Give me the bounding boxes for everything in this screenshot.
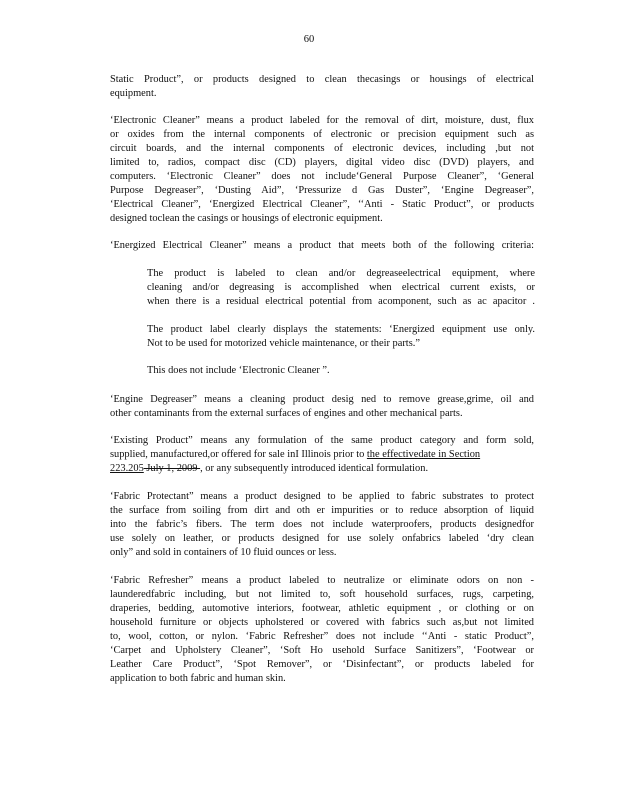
text-line: ‘Carpet and Upholstery Cleaner”, ‘Soft Ho usehold Surface Sanitizers”, ‘Footwear or — [110, 645, 534, 656]
inserted-text: 223.205 — [110, 463, 144, 474]
text-line — [110, 462, 428, 475]
text-line: The product label clearly displays the statements: ‘Energized equipment use only. — [147, 324, 535, 335]
text-line: cleaning and/or degreasing is accomplished when electrical current exists, or — [147, 282, 535, 293]
text-line: designed toclean the casings or housings of electronic equipment. — [110, 213, 383, 224]
text-line: ‘Fabric Refresher” means a product labeled to neutralize or eliminate odors on non - — [110, 575, 534, 586]
text-line — [110, 448, 480, 461]
page-number: 60 — [303, 34, 315, 45]
text-line: Leather Care Product”, ‘Spot Remover”, or ‘Disinfectant”, or products labeled for — [110, 659, 534, 670]
inserted-text: the effectivedate in Section — [366, 449, 481, 460]
deleted-text: July 1, 2009 — [143, 463, 201, 474]
text-line: when there is a residual electrical potential from acomponent, such as ac apacitor . — [147, 296, 535, 307]
text-line: Not to be used for motorized vehicle maintenance, or their parts.” — [147, 338, 420, 349]
text-line: ‘Electrical Cleaner”, ‘Energized Electrical Cleaner”, ‘‘Anti - Static Product”, or products — [110, 199, 534, 210]
text-line: launderedfabric including, but not limited to, soft household surfaces, rugs, carpeting, — [110, 589, 534, 600]
text-line: ‘Existing Product” means any formulation of the same product category and form sold, — [110, 435, 534, 446]
text-line: limited to, radios, compact disc (CD) players, digital video disc (DVD) players, and — [110, 157, 534, 168]
text-line: into the fabric’s fibers. The term does not include waterproofers, products designedfor — [110, 519, 534, 530]
text-run: , or any subsequently introduced identical formulation. — [200, 463, 429, 474]
text-line: The product is labeled to clean and/or degreaseelectrical equipment, where — [147, 268, 535, 279]
text-line: ‘Electronic Cleaner” means a product labeled for the removal of dirt, moisture, dust, flux — [110, 115, 534, 126]
text-line: Purpose Degreaser”, ‘Dusting Aid”, ‘Pressurize d Gas Duster”, ‘Engine Degreaser”, — [110, 185, 534, 196]
text-line: only” and sold in containers of 10 fluid ounces or less. — [110, 547, 337, 558]
text-run: supplied, manufactured,or offered for sale inI Illinois prior to — [110, 449, 367, 460]
text-line: ‘Engine Degreaser” means a cleaning product desig ned to remove grease,grime, oil and — [110, 394, 534, 405]
text-line: to, wool, cotton, or nylon. ‘Fabric Refresher” does not include ‘‘Anti - static Product”, — [110, 631, 534, 642]
text-line: ‘Fabric Protectant” means a product designed to be applied to fabric substrates to protect — [110, 491, 534, 502]
text-line: equipment. — [110, 88, 157, 99]
text-line: other contaminants from the external surfaces of engines and other mechanical parts. — [110, 408, 463, 419]
text-line: draperies, bedding, automotive interiors, footwear, athletic equipment , or clothing or on — [110, 603, 534, 614]
text-line: or oxides from the internal components of electronic or precision equipment such as — [110, 129, 534, 140]
text-line: circuit boards, and the internal components of electronic devices, including ,but not — [110, 143, 534, 154]
text-line: the surface from soiling from dirt and oth er impurities or to reduce absorption of liquid — [110, 505, 534, 516]
text-line: application to both fabric and human skin. — [110, 673, 286, 684]
text-line: use solely on leather, or products designed for use solely onfabrics labeled ‘dry clean — [110, 533, 534, 544]
text-line: Static Product”, or products designed to clean thecasings or housings of electrical — [110, 74, 534, 85]
text-line: This does not include ‘Electronic Cleaner ”. — [147, 365, 330, 376]
text-line: household furniture or objects upholstered or covered with fabrics such as,but not limited — [110, 617, 534, 628]
text-line: ‘Energized Electrical Cleaner” means a product that meets both of the following criteria: — [110, 240, 534, 251]
text-line: computers. ‘Electronic Cleaner” does not include‘General Purpose Cleaner”, ‘General — [110, 171, 534, 182]
